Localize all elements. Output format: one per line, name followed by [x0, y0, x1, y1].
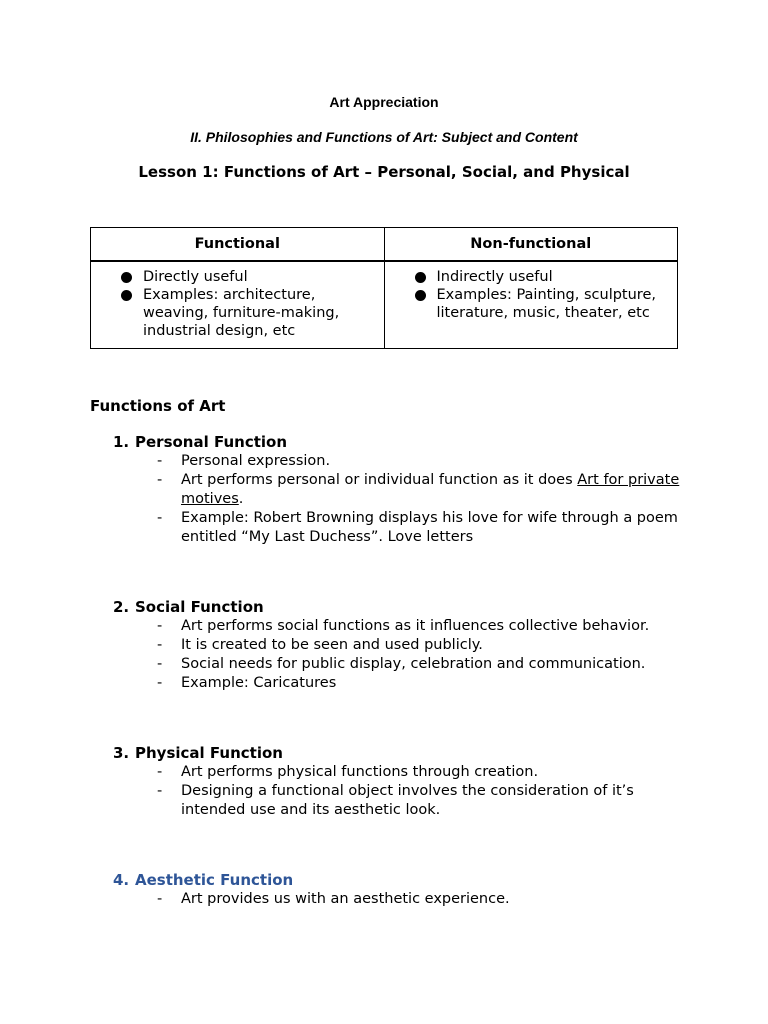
list-item [113, 890, 681, 909]
list-item [113, 617, 681, 636]
functional-comparison-table [90, 227, 678, 349]
underlined-phrase: Art for private motives [181, 472, 680, 507]
dash-icon: - [157, 472, 163, 488]
list-item-text: Art performs personal or individual function as it does [181, 472, 578, 488]
function-heading [113, 432, 713, 452]
dash-icon: - [157, 891, 163, 907]
list-item [113, 655, 681, 674]
list-item-text: Directly useful [143, 269, 248, 285]
document-title: Art Appreciation [329, 94, 439, 110]
list-item-text: Art performs social functions as it influences collective behavior. [181, 618, 650, 634]
physical-function-list [113, 763, 713, 820]
table-header-functional: Functional [91, 228, 385, 262]
list-item [113, 636, 681, 655]
functional-list [91, 268, 376, 340]
list-item [385, 286, 670, 322]
function-title: Social Function [135, 598, 264, 616]
list-item-text: Social needs for public display, celebration and communication. [181, 656, 646, 672]
function-title: Physical Function [135, 744, 283, 762]
table-row [91, 261, 678, 349]
dash-icon: - [157, 764, 163, 780]
list-item-text: Example: Caricatures [181, 675, 337, 691]
dash-icon: - [157, 453, 163, 469]
dash-icon: - [157, 783, 163, 799]
list-item-text: Art performs physical functions through creation. [181, 764, 539, 780]
bullet-icon [415, 272, 426, 283]
list-item-text: Example: Robert Browning displays his love for wife through a poem entitled “My Last Duchess”. Love letters [181, 510, 678, 545]
list-item [113, 509, 681, 547]
aesthetic-function-section [113, 870, 713, 909]
document-subtitle: II. Philosophies and Functions of Art: Subject and Content [190, 129, 578, 145]
function-number: 4. [113, 871, 130, 889]
dash-icon: - [157, 510, 163, 526]
list-item-text: Examples: architecture, weaving, furniture-making, industrial design, etc [143, 287, 340, 339]
list-item [113, 763, 681, 782]
function-title: Aesthetic Function [135, 871, 294, 889]
function-number: 3. [113, 744, 130, 762]
list-item-text: It is created to be seen and used publicly. [181, 637, 483, 653]
lesson-title: Lesson 1: Functions of Art – Personal, Social, and Physical [138, 163, 630, 181]
list-item-text: Indirectly useful [436, 269, 553, 285]
list-item [113, 782, 681, 820]
personal-function-list [113, 452, 713, 547]
section-heading: Functions of Art [90, 397, 226, 415]
list-item [113, 452, 681, 471]
table-header-nonfunctional: Non-functional [384, 228, 678, 262]
list-item [113, 471, 681, 509]
list-item-text: Examples: Painting, sculpture, literature, music, theater, etc [436, 287, 656, 321]
table-header-row [91, 228, 678, 262]
nonfunctional-list [385, 268, 670, 322]
physical-function-section [113, 743, 713, 820]
dash-icon: - [157, 618, 163, 634]
dash-icon: - [157, 656, 163, 672]
list-item-text: . [238, 491, 244, 507]
aesthetic-function-list [113, 890, 713, 909]
list-item [385, 268, 670, 286]
function-title: Personal Function [135, 433, 288, 451]
bullet-icon [415, 290, 426, 301]
social-function-list [113, 617, 713, 693]
function-number: 1. [113, 433, 130, 451]
function-heading [113, 597, 713, 617]
social-function-section [113, 597, 713, 693]
list-item-text: Personal expression. [181, 453, 331, 469]
table-cell-nonfunctional [384, 261, 678, 349]
list-item-text: Art provides us with an aesthetic experience. [181, 891, 510, 907]
list-item [113, 674, 681, 693]
bullet-icon [121, 290, 132, 301]
function-number: 2. [113, 598, 130, 616]
dash-icon: - [157, 637, 163, 653]
table-cell-functional [91, 261, 385, 349]
list-item-text: Designing a functional object involves the consideration of it’s intended use and its aesthetic look. [181, 783, 634, 818]
function-heading [113, 743, 713, 763]
list-item [91, 286, 376, 340]
dash-icon: - [157, 675, 163, 691]
bullet-icon [121, 272, 132, 283]
list-item [91, 268, 376, 286]
personal-function-section [113, 432, 713, 547]
function-heading [113, 870, 713, 890]
